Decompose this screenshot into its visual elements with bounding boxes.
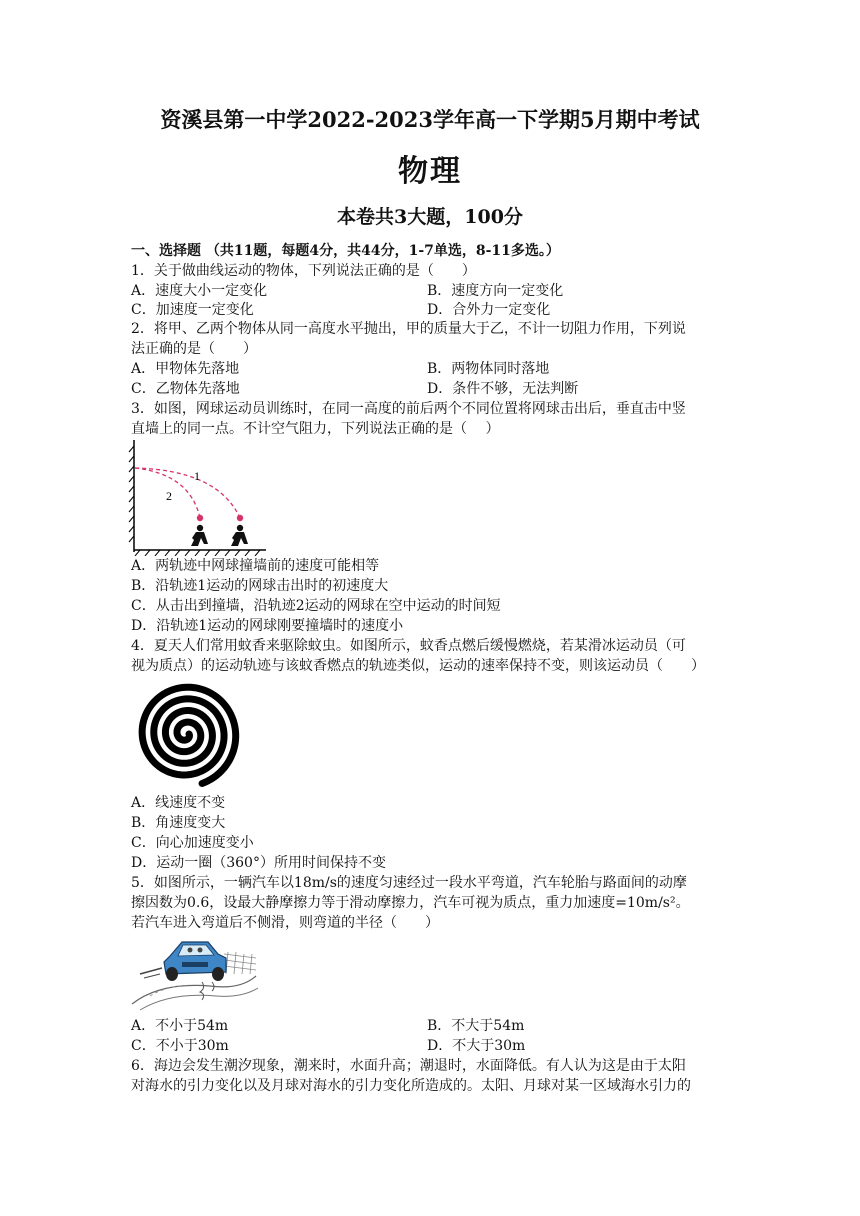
q4-option-d: D．运动一圈（360°）所用时间保持不变 [131, 855, 386, 871]
spiral-path [142, 687, 236, 783]
q3-option-c: C．从击出到撞墙，沿轨迹2运动的网球在空中运动的时间短 [131, 598, 501, 614]
car-icon [164, 942, 226, 981]
q2-stem-line1: 2．将甲、乙两个物体从同一高度水平抛出，甲的质量大于乙，不计一切阻力作用，下列说 [131, 321, 686, 337]
car-on-curve-figure [130, 934, 260, 1012]
q1-option-a: A．速度大小一定变化 [131, 283, 268, 299]
exam-title: 资溪县第一中学2022-2023学年高一下学期5月期中考试 [160, 107, 700, 132]
q1-option-c: C．加速度一定变化 [131, 302, 254, 318]
q5-stem-line3: 若汽车进入弯道后不侧滑，则弯道的半径（ ） [131, 915, 439, 931]
q4-stem-line2: 视为质点）的运动轨迹与该蚊香燃点的轨迹类似，运动的速率保持不变，则该运动员（ ） [131, 658, 705, 674]
q2-option-d: D．条件不够，无法判断 [427, 381, 579, 397]
q5-stem-line2: 擦因数为0.6，设最大静摩擦力等于滑动摩擦力，汽车可视为质点，重力加速度=10m/s²。 [131, 895, 690, 911]
paper-info: 本卷共3大题，100分 [337, 206, 523, 228]
q5-option-a: A．不小于54m [131, 1018, 229, 1034]
q4-stem-line1: 4．夏天人们常用蚊香来驱除蚊虫。如图所示，蚊香点燃后缓慢燃烧，若某滑冰运动员（可 [131, 638, 686, 654]
tennis-wall-figure [128, 440, 268, 556]
ball-1 [237, 515, 243, 521]
section-heading: 一、选择题 （共11题，每题4分，共44分，1-7单选，8-11多选。） [131, 243, 560, 259]
q5-stem-line1: 5．如图所示，一辆汽车以18m/s的速度匀速经过一段水平弯道，汽车轮胎与路面间的动摩 [131, 875, 687, 891]
q3-option-d: D．沿轨迹1运动的网球刚要撞墙时的速度小 [131, 618, 404, 634]
mosquito-coil-spiral-figure [130, 676, 246, 792]
subject-title: 物理 [398, 154, 462, 189]
q3-stem-line1: 3．如图，网球运动员训练时，在同一高度的前后两个不同位置将网球击出后，垂直击中竖 [131, 401, 686, 417]
q3-option-b: B．沿轨迹1运动的网球击出时的初速度大 [131, 578, 389, 594]
q3-stem-line2: 直墙上的同一点。不计空气阻力，下列说法正确的是（ ） [131, 421, 500, 437]
player-2-icon [191, 525, 208, 546]
q2-option-a: A．甲物体先落地 [131, 361, 240, 377]
q6-stem-line1: 6．海边会发生潮汐现象，潮来时，水面升高；潮退时，水面降低。有人认为这是由于太阳 [131, 1058, 686, 1074]
trajectory-1 [135, 468, 240, 518]
q5-option-b: B．不大于54m [427, 1018, 525, 1034]
ball-2 [197, 515, 203, 521]
q1-option-d: D．合外力一定变化 [427, 302, 551, 318]
q6-stem-line2: 对海水的引力变化以及月球对海水的引力变化所造成的。太阳、月球对某一区域海水引力的 [131, 1078, 691, 1094]
q4-option-a: A．线速度不变 [131, 795, 226, 811]
q2-option-b: B．两物体同时落地 [427, 361, 550, 377]
q1-option-b: B．速度方向一定变化 [427, 283, 564, 299]
q2-option-c: C．乙物体先落地 [131, 381, 240, 397]
trajectory-2-label: 2 [166, 489, 172, 503]
q1-stem: 1．关于做曲线运动的物体，下列说法正确的是（ ） [131, 263, 476, 279]
q4-option-b: B．角速度变大 [131, 815, 226, 831]
q5-option-d: D．不大于30m [427, 1038, 526, 1054]
q2-stem-line2: 法正确的是（ ） [131, 341, 257, 357]
q3-option-a: A．两轨迹中网球撞墙前的速度可能相等 [131, 558, 380, 574]
trajectory-1-label: 1 [194, 469, 200, 483]
q5-option-c: C．不小于30m [131, 1038, 229, 1054]
player-1-icon [231, 525, 248, 546]
q4-option-c: C．向心加速度变小 [131, 835, 254, 851]
